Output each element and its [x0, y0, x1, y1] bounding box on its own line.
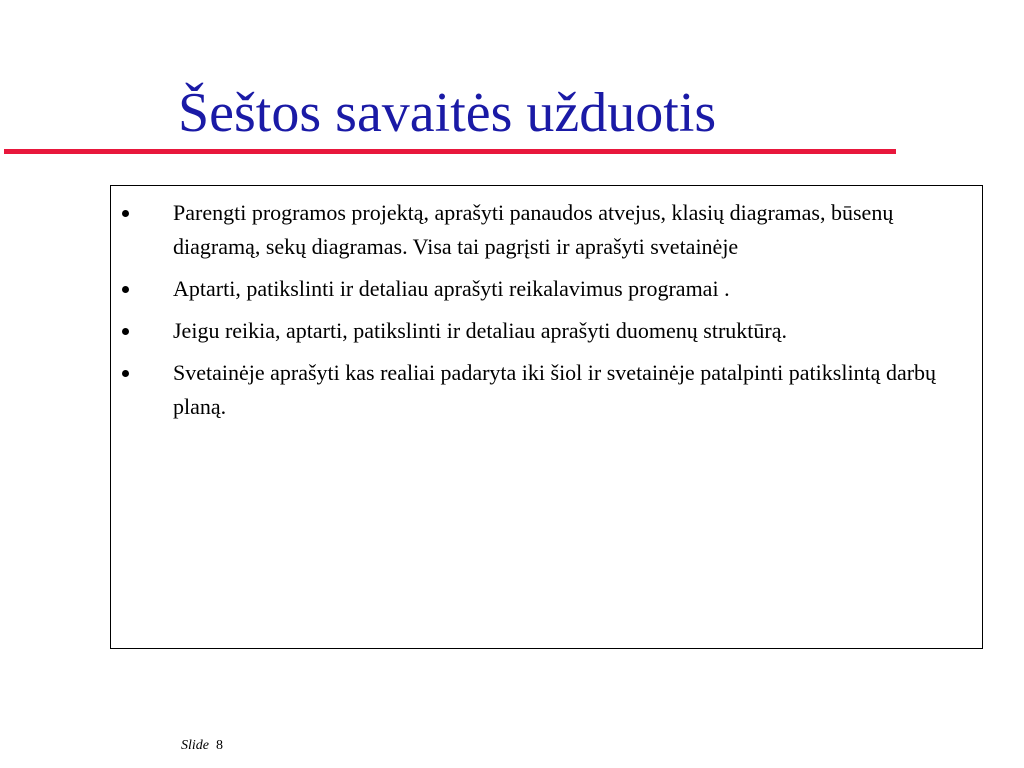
list-item — [111, 196, 982, 264]
list-item — [111, 356, 982, 424]
list-item — [111, 314, 982, 348]
bullet-icon — [122, 210, 129, 217]
bullet-list — [111, 196, 982, 432]
slide-number-footer — [181, 737, 223, 755]
bullet-text: Jeigu reikia, aptarti, patikslinti ir detaliau aprašyti duomenų struktūrą. — [173, 318, 788, 343]
slide-number: 8 — [216, 738, 223, 753]
title-underline — [4, 149, 896, 154]
slide-title: Šeštos savaitės užduotis — [178, 82, 717, 144]
slide-label: Slide — [181, 738, 209, 753]
bullet-text: Svetainėje aprašyti kas realiai padaryta iki šiol ir svetainėje patalpinti patikslintą darbų planą. — [173, 360, 937, 419]
content-box — [110, 185, 983, 649]
bullet-icon — [122, 286, 129, 293]
bullet-text: Parengti programos projektą, aprašyti panaudos atvejus, klasių diagramas, būsenų diagramą, sekų diagramas. Visa tai pagrįsti ir aprašyti svetainėje — [173, 200, 894, 259]
bullet-icon — [122, 370, 129, 377]
bullet-icon — [122, 328, 129, 335]
bullet-text: Aptarti, patikslinti ir detaliau aprašyti reikalavimus programai . — [173, 276, 730, 301]
list-item — [111, 272, 982, 306]
